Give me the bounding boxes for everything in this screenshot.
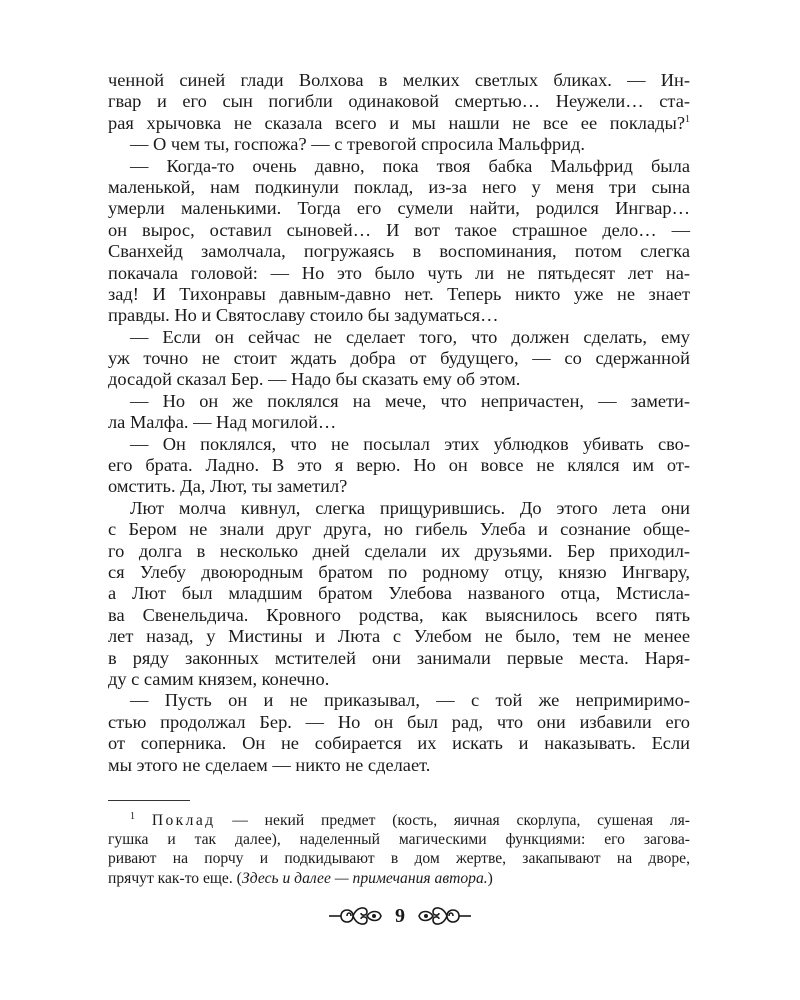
- text-line: он вырос, оставил сыновей… И вот такое страшное дело… —: [108, 219, 690, 240]
- text-line: его брата. Ладно. В это я верю. Но он вовсе не клялся им от-: [108, 455, 690, 476]
- footnote-ref[interactable]: 1: [685, 113, 690, 125]
- scroll-ornament-icon: [327, 904, 383, 928]
- scroll-ornament-icon: [417, 904, 473, 928]
- text-line: в ряду законных мстителей они занимали первые места. Наря-: [108, 647, 690, 668]
- text-line: умерли маленькими. Тогда его сумели найти, родился Ингвар…: [108, 198, 690, 219]
- text-line: — Но он же поклялся на мече, что непричастен, — замети-: [130, 390, 690, 411]
- text-line: — О чем ты, госпожа? — с тревогой спросила Мальфрид.: [130, 134, 585, 155]
- text-line: го долга в несколько дней сделали их друзьями. Бер приходил-: [108, 540, 690, 561]
- footnote: [108, 811, 690, 888]
- text-line: ва Свенельдича. Кровного родства, как выяснилось всего пять: [108, 604, 690, 625]
- text-line: — Когда-то очень давно, пока твоя бабка Мальфрид была: [130, 155, 690, 176]
- footnote-line: прячут как-то еще. (Здесь и далее — примечания автора.): [108, 869, 493, 887]
- text-line: мы этого не сделаем — никто не сделает.: [108, 754, 431, 775]
- text-line: с Бером не знали друг друга, но гибель Улеба и сознание обще-: [108, 519, 690, 540]
- text-line: — Пусть он и не приказывал, — с той же непримиримо-: [130, 690, 690, 711]
- footnote-term: Поклад: [151, 812, 216, 829]
- text-line: а Лют был младшим братом Улебова названого отца, Мстисла-: [108, 583, 690, 604]
- page-footer: [0, 904, 800, 938]
- footnote-line: гушка и так далее), наделенный магическими функциями: его загова-: [108, 831, 690, 849]
- author-note: Здесь и далее — примечания автора.: [241, 869, 488, 887]
- text-line: правды. Но и Святославу стоило бы задуматься…: [108, 305, 499, 326]
- text-line: стью продолжал Бер. — Но он был рад, что они избавили его: [108, 711, 690, 732]
- text-line: лет назад, у Мистины и Люта с Улебом не было, тем не менее: [108, 626, 690, 647]
- text-line: ла Малфа. — Над могилой…: [108, 412, 337, 433]
- text-line: ду с самим князем, конечно.: [108, 668, 330, 689]
- text-line: зад! И Тихонравы давным-давно нет. Теперь никто уже не знает: [108, 283, 690, 304]
- text-line: — Он поклялся, что не посылал этих ублюдков убивать сво-: [130, 433, 690, 454]
- body-text: [108, 70, 690, 776]
- text-line: гвар и его сын погибли одинаковой смертью… Неужели… ста-: [108, 91, 690, 112]
- text-line-with-footnote-ref: рая хрычовка не сказала всего и мы нашли не все ее поклады?$^1$: [108, 112, 690, 133]
- text-line: ченной синей глади Волхова в мелких светлых бликах. — Ин-: [108, 70, 690, 90]
- footnote-line: $^1$ Поклад — некий предмет (кость, яичная скорлупа, сушеная ля-: [130, 810, 691, 829]
- text-line: омстить. Да, Лют, ты заметил?: [108, 476, 348, 497]
- page-number: 9: [395, 904, 405, 927]
- text-line: уж точно не стоит ждать добра от будущего, — со сдержанной: [108, 348, 690, 369]
- text-line: Лют молча кивнул, слегка прищурившись. До этого лета они: [130, 497, 690, 518]
- text-line: ся Улебу двоюродным братом по родному отцу, князю Ингвару,: [108, 561, 690, 582]
- text-line: от соперника. Он не собирается их искать и наказывать. Если: [108, 733, 690, 754]
- text-line: досадой сказал Бер. — Надо бы сказать ему об этом.: [108, 369, 521, 390]
- footnote-number: 1: [130, 810, 135, 822]
- footnote-divider: [108, 800, 190, 801]
- text-line: маленькой, нам подкинули поклад, из-за него у меня три сына: [108, 176, 690, 197]
- text-line: покачала головой: — Но это было чуть ли не пятьдесят лет на-: [108, 262, 690, 283]
- text-line: Сванхейд замолчала, погружаясь в воспоминания, потом слегка: [108, 241, 690, 262]
- text-line: — Если он сейчас не сделает того, что должен сделать, ему: [130, 326, 690, 347]
- footnote-line: ривают на порчу и подкидывают в дом жертве, закапывают на дворе,: [108, 850, 690, 868]
